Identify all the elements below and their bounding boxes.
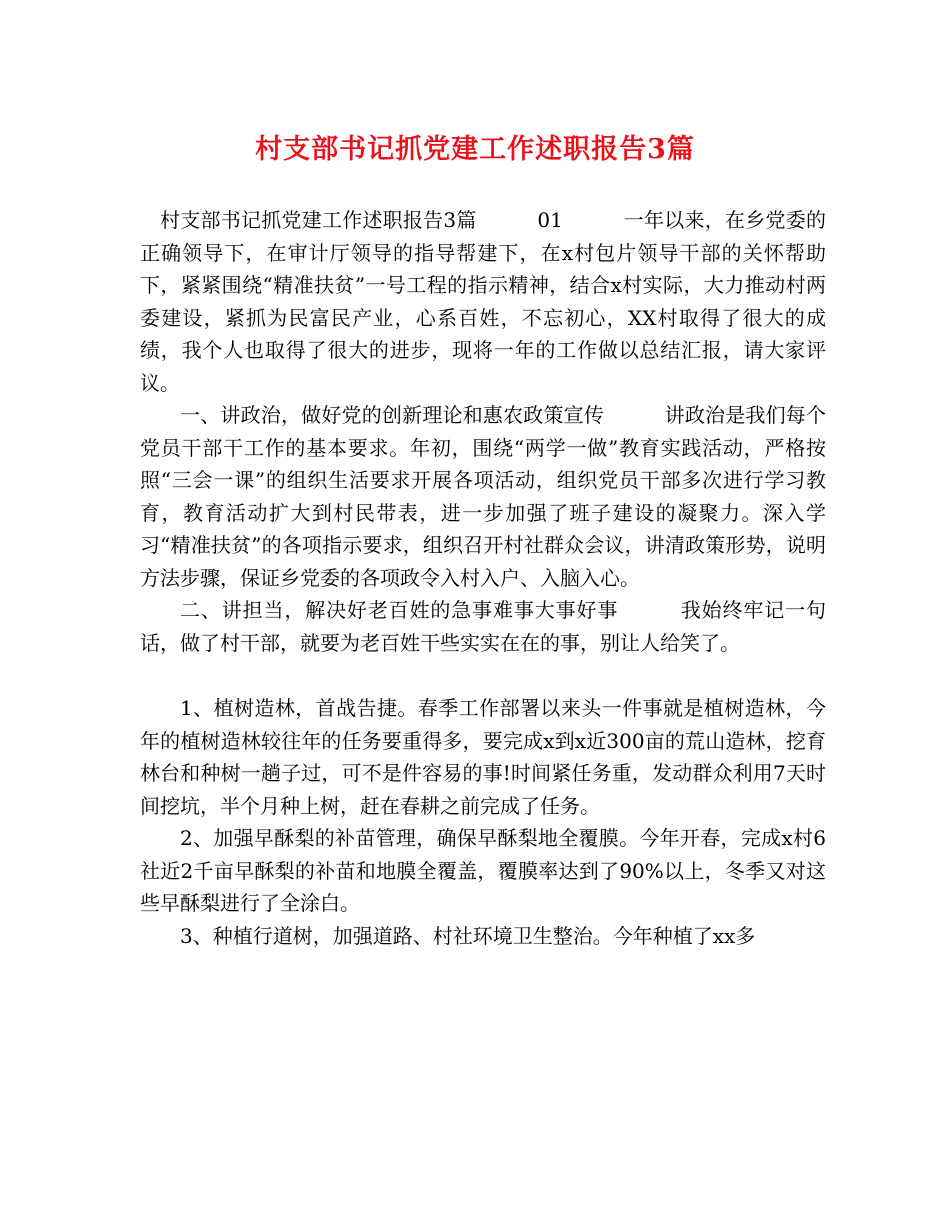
paragraph-intro: 村支部书记抓党建工作述职报告3篇 01 一年以来，在乡党委的正确领导下，在审计厅领导的指导帮建下，在x村包片领导干部的关怀帮助下，紧紧围绕“精准扶贫”一号工程的指示精神，结合x村实际，大力推动村两委建设，紧抓为民富民产业，心系百姓，不忘初心，XX村取得了很大的成绩，我个人也取得了很大的进步，现将一年的工作做以总结汇报，请大家评议。 xyxy=(140,208,826,395)
paragraph-section-one: 一、讲政治，做好党的创新理论和惠农政策宣传 讲政治是我们每个党员干部干工作的基本要求。年初，围绕“两学一做”教育实践活动，严格按照“三会一课”的组织生活要求开展各项活动，组织党员干部多次进行学习教育，教育活动扩大到村民带表，进一步加强了班子建设的凝聚力。深入学习“精准扶贫”的各项指示要求，组织召开村社群众会议，讲清政策形势，说明方法步骤，保证乡党委的各项政令入村入户、入脑入心。 xyxy=(140,403,826,590)
paragraph-item-three: 3、种植行道树，加强道路、村社环境卫生整治。今年种植了xx多 xyxy=(180,923,756,948)
paragraph-item-one: 1、植树造林，首战告捷。春季工作部署以来头一件事就是植树造林，今年的植树造林较往年的任务要重得多，要完成x到x近300亩的荒山造林，挖育林台和种树一趟子过，可不是件容易的事!时间紧任务重，发动群众利用7天时间挖坑，半个月种上树，赶在春耕之前完成了任务。 xyxy=(140,696,826,818)
document-title: 村支部书记抓党建工作述职报告3篇 xyxy=(255,134,695,165)
paragraph-section-two: 二、讲担当，解决好老百姓的急事难事大事好事 我始终牢记一句话，做了村干部，就要为老百姓干些实实在在的事，别让人给笑了。 xyxy=(140,598,826,655)
paragraph-item-two: 2、加强早酥梨的补苗管理，确保早酥梨地全覆膜。今年开春，完成x村6社近2千亩早酥梨的补苗和地膜全覆盖，覆膜率达到了90%以上，冬季又对这些早酥梨进行了全涂白。 xyxy=(140,826,826,915)
document-body xyxy=(140,204,826,952)
paragraph-spacer xyxy=(140,659,826,692)
